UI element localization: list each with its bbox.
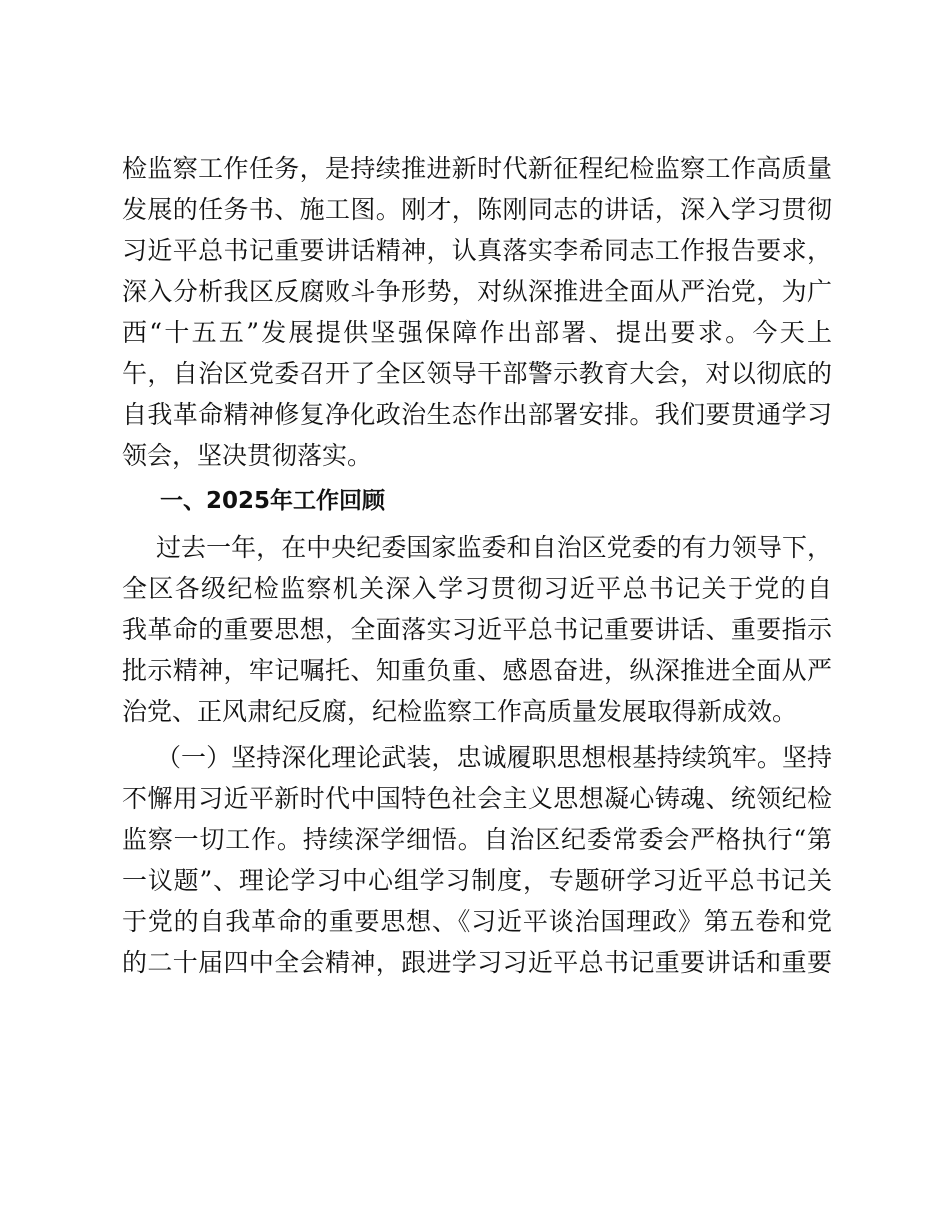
review-line: 过去一年，在中央纪委国家监委和自治区党委的有力领导下， xyxy=(156,533,832,562)
intro-line: 西“十五五”发展提供坚强保障作出部署、提出要求。今天上 xyxy=(122,318,832,347)
document-body xyxy=(122,148,832,983)
review-line: 我革命的重要思想，全面落实习近平总书记重要讲话、重要指示 xyxy=(122,615,832,644)
intro-line: 午，自治区党委召开了全区领导干部警示教育大会，对以彻底的 xyxy=(122,359,832,388)
intro-line: 深入分析我区反腐败斗争形势，对纵深推进全面从严治党，为广 xyxy=(122,277,832,306)
subsection-line: 监察一切工作。持续深学细悟。自治区纪委常委会严格执行“第 xyxy=(122,825,832,854)
subsection-line: 不懈用习近平新时代中国特色社会主义思想凝心铸魂、统领纪检 xyxy=(122,784,832,813)
intro-line: 自我革命精神修复净化政治生态作出部署安排。我们要贯通学习 xyxy=(122,400,832,429)
review-line: 全区各级纪检监察机关深入学习贯彻习近平总书记关于党的自 xyxy=(122,574,832,603)
intro-line: 领会，坚决贯彻落实。 xyxy=(122,441,373,470)
review-line: 治党、正风肃纪反腐，纪检监察工作高质量发展取得新成效。 xyxy=(122,697,798,726)
subsection-line: 一议题”、理论学习中心组学习制度，专题研学习近平总书记关 xyxy=(122,866,832,895)
subsection-line: 的二十届四中全会精神，跟进学习习近平总书记重要讲话和重要 xyxy=(122,948,832,977)
subsection-line: （一）坚持深化理论武装，忠诚履职思想根基持续筑牢。坚持 xyxy=(156,743,832,772)
subsection-line: 于党的自我革命的重要思想、《习近平谈治国理政》第五卷和党 xyxy=(122,907,832,936)
intro-line: 发展的任务书、施工图。刚才，陈刚同志的讲话，深入学习贯彻 xyxy=(122,195,832,224)
intro-line: 检监察工作任务，是持续推进新时代新征程纪检监察工作高质量 xyxy=(122,154,832,183)
section-heading: 一、2025年工作回顾 xyxy=(160,488,386,514)
intro-line: 习近平总书记重要讲话精神，认真落实李希同志工作报告要求， xyxy=(122,236,832,265)
review-line: 批示精神，牢记嘱托、知重负重、感恩奋进，纵深推进全面从严 xyxy=(122,656,832,685)
